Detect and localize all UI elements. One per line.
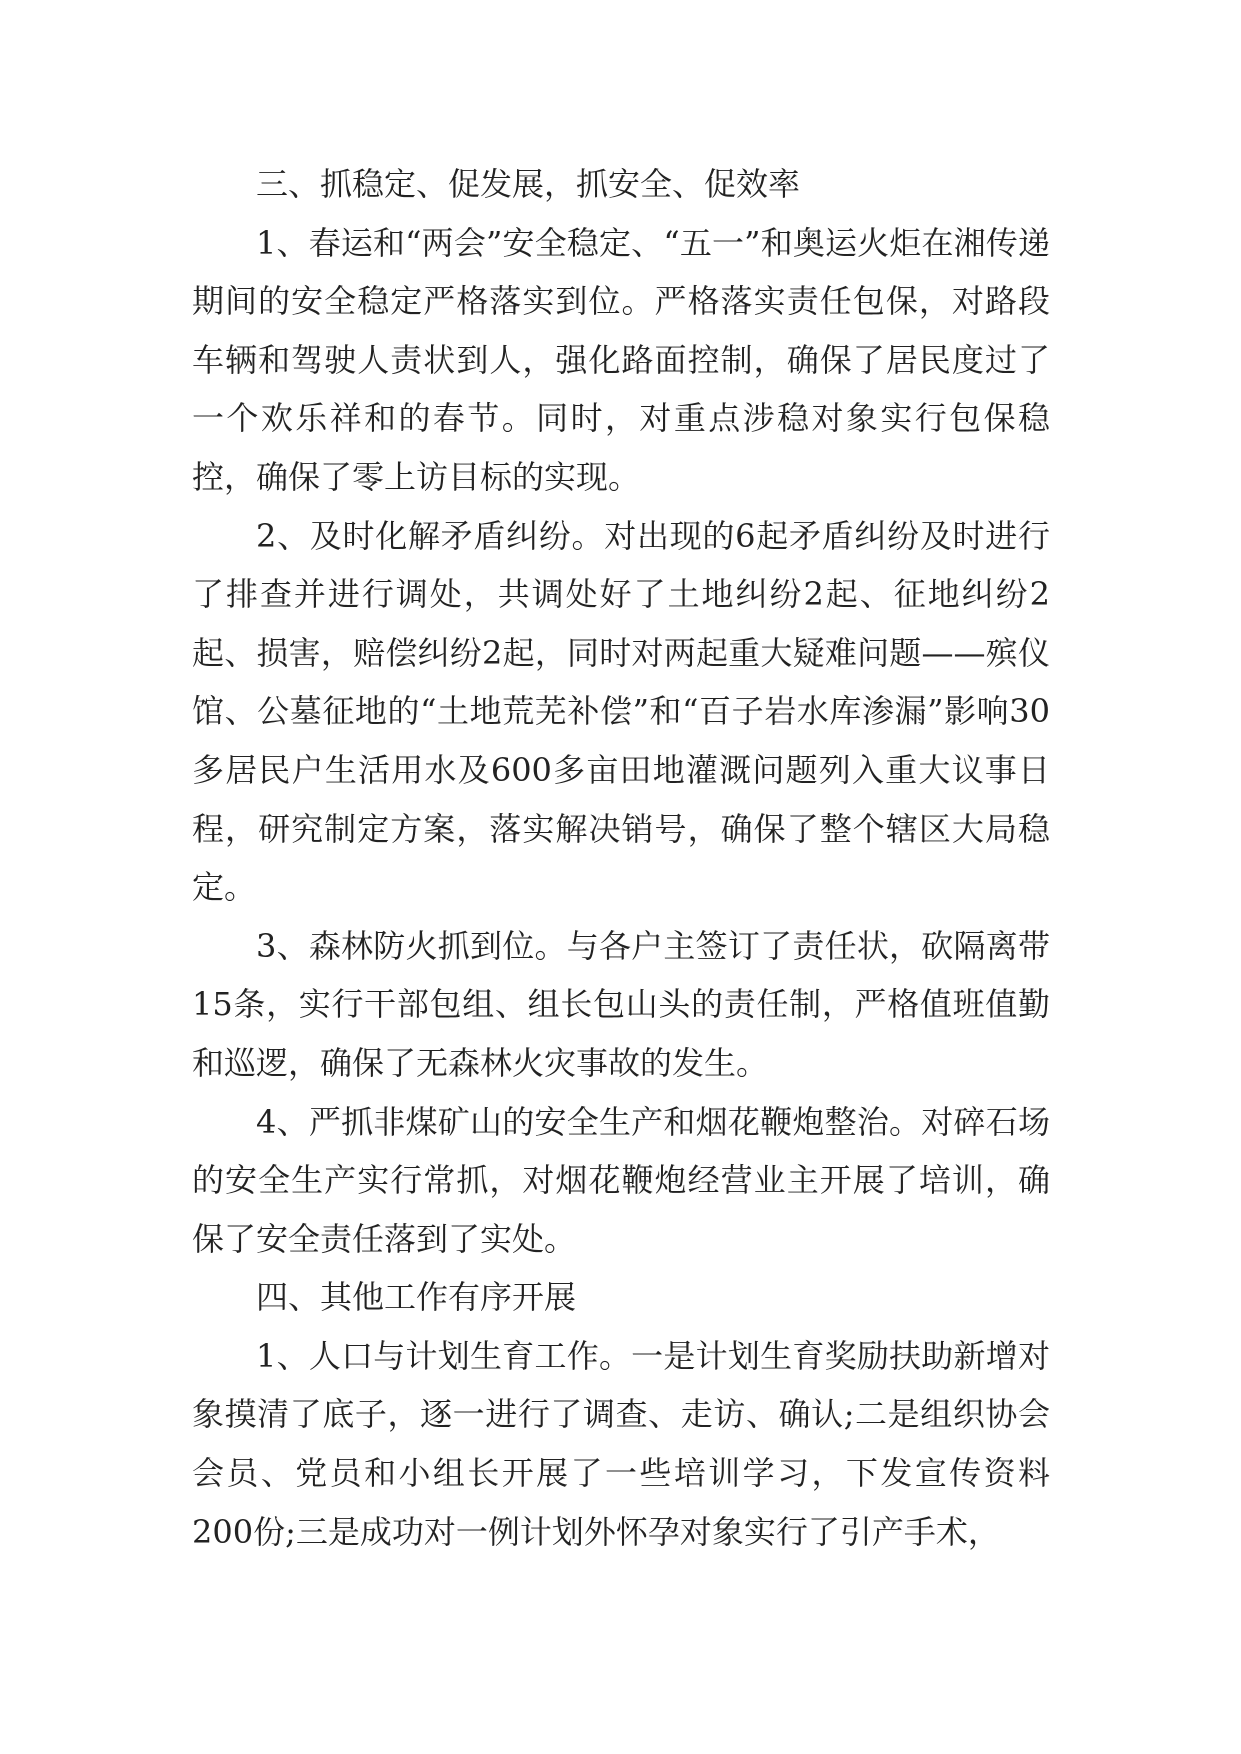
paragraph-3-2: 2、及时化解矛盾纠纷。对出现的6起矛盾纠纷及时进行了排查并进行调处，共调处好了土地纠纷2起、征地纠纷2起、损害，赔偿纠纷2起，同时对两起重大疑难问题——殡仪馆、公墓征地的“土地荒芜补偿”和“百子岩水库渗漏”影响30多居民户生活用水及600多亩田地灌溉问题列入重大议事日程，研究制定方案，落实解决销号，确保了整个辖区大局稳定。 — [192, 516, 1050, 907]
paragraph-3-3: 3、森林防火抓到位。与各户主签订了责任状，砍隔离带15条，实行干部包组、组长包山头的责任制，严格值班值勤和巡逻，确保了无森林火灾事故的发生。 — [192, 926, 1050, 1082]
paragraph-4-1: 1、人口与计划生育工作。一是计划生育奖励扶助新增对象摸清了底子，逐一进行了调查、走访、确认;二是组织协会会员、党员和小组长开展了一些培训学习，下发宣传资料200份;三是成功对一例计划外怀孕对象实行了引产手术， — [192, 1336, 1050, 1551]
paragraph-3-1: 1、春运和“两会”安全稳定、“五一”和奥运火炬在湘传递期间的安全稳定严格落实到位。严格落实责任包保，对路段车辆和驾驶人责状到人，强化路面控制，确保了居民度过了一个欢乐祥和的春节。同时，对重点涉稳对象实行包保稳控，确保了零上访目标的实现。 — [192, 223, 1050, 496]
paragraph-3-4: 4、严抓非煤矿山的安全生产和烟花鞭炮整治。对碎石场的安全生产实行常抓，对烟花鞭炮经营业主开展了培训，确保了安全责任落到了实处。 — [192, 1102, 1050, 1258]
section-heading-3: 三、抓稳定、促发展，抓安全、促效率 — [256, 165, 801, 203]
document-body — [192, 155, 1050, 1561]
section-heading-4: 四、其他工作有序开展 — [256, 1278, 577, 1317]
